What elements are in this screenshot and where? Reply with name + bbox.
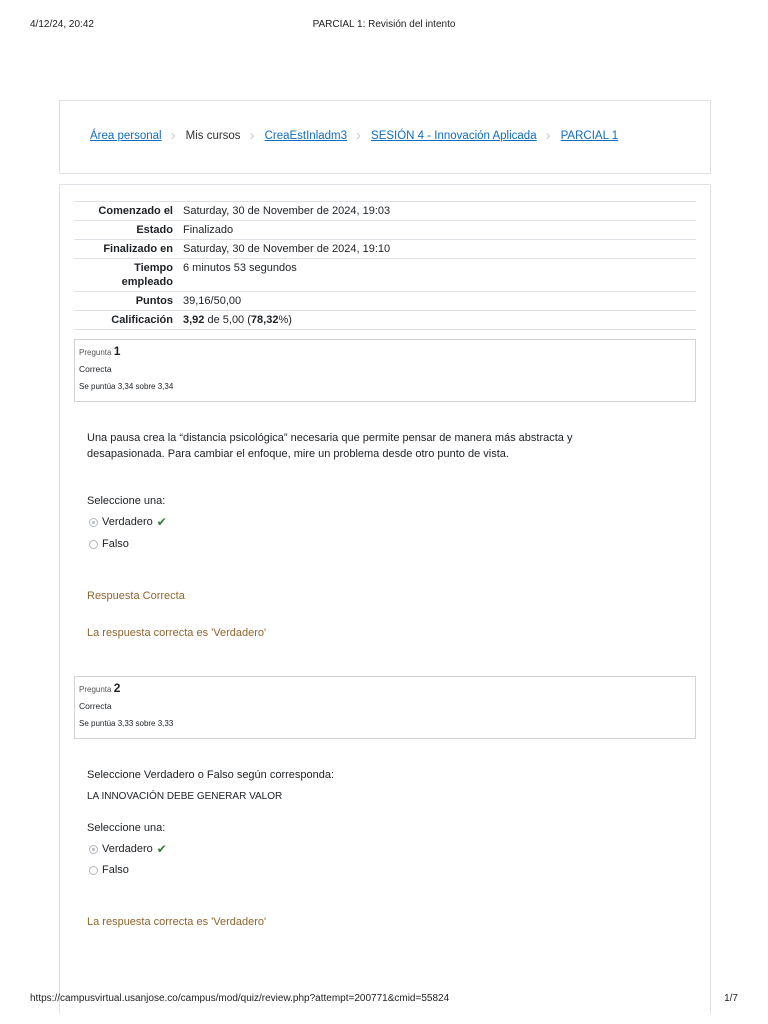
question-state: Correcta xyxy=(79,701,112,711)
breadcrumb-container xyxy=(59,100,711,174)
breadcrumb-quiz[interactable]: PARCIAL 1 xyxy=(560,130,619,142)
question-2-prompt: Seleccione una: xyxy=(87,822,166,834)
summary-label-line: Tiempo xyxy=(134,262,173,274)
question-2-option-verdadero[interactable] xyxy=(89,842,167,856)
grade-of: de 5,00 ( xyxy=(204,314,251,326)
print-page-number: 1/7 xyxy=(724,993,738,1004)
question-2-info xyxy=(74,676,696,739)
breadcrumb-mis-cursos: Mis cursos xyxy=(185,130,241,142)
question-2-option-falso[interactable] xyxy=(89,864,129,876)
summary-row-finished xyxy=(74,240,696,259)
summary-label: Comenzado el xyxy=(98,205,173,217)
question-1-right-answer: La respuesta correcta es 'Verdadero' xyxy=(87,627,267,639)
radio-checked-icon[interactable] xyxy=(89,845,98,854)
option-label: Falso xyxy=(102,864,129,876)
summary-value: Saturday, 30 de November de 2024, 19:03 xyxy=(183,205,391,217)
breadcrumb-area-personal[interactable]: Área personal xyxy=(90,130,162,142)
correct-check-icon: ✔ xyxy=(156,842,167,856)
summary-label-line: empleado xyxy=(121,276,173,288)
summary-label: Calificación xyxy=(111,314,173,326)
question-1-feedback: Respuesta Correcta xyxy=(87,590,185,602)
radio-checked-icon[interactable] xyxy=(89,518,98,527)
breadcrumb-session[interactable]: SESIÓN 4 - Innovación Aplicada xyxy=(371,130,537,142)
question-2-right-answer: La respuesta correcta es 'Verdadero' xyxy=(87,916,267,928)
summary-value: Finalizado xyxy=(183,224,234,236)
summary-value: 6 minutos 53 segundos xyxy=(183,262,297,274)
question-1-info xyxy=(74,339,696,402)
print-header xyxy=(0,19,768,33)
question-1-text: Una pausa crea la “distancia psicológica” necesaria que permite pensar de manera más abstracta y desapasionada. Para cambiar el enfoque, mire un problema desde otro punto de vista. xyxy=(87,432,573,460)
option-label: Verdadero xyxy=(102,516,153,528)
summary-label: Estado xyxy=(136,224,173,236)
print-footer xyxy=(0,993,768,1007)
summary-row-started xyxy=(74,202,696,221)
breadcrumb-separator-icon: › xyxy=(356,127,362,144)
summary-value xyxy=(178,311,696,329)
summary-label xyxy=(74,259,178,291)
print-page-title: PARCIAL 1: Revisión del intento xyxy=(312,19,456,30)
breadcrumb-separator-icon: › xyxy=(249,127,255,144)
question-1-option-verdadero[interactable] xyxy=(89,515,167,529)
question-number: Pregunta 1 xyxy=(79,344,121,358)
correct-check-icon: ✔ xyxy=(156,515,167,529)
question-1-option-falso[interactable] xyxy=(89,538,129,550)
summary-value: Saturday, 30 de November de 2024, 19:10 xyxy=(183,243,391,255)
question-number: Pregunta 2 xyxy=(79,681,121,695)
summary-row-state xyxy=(74,221,696,240)
option-label: Falso xyxy=(102,538,129,550)
print-datetime: 4/12/24, 20:42 xyxy=(30,19,94,30)
print-url: https://campusvirtual.usanjose.co/campus/mod/quiz/review.php?attempt=200771&cmid=55824 xyxy=(30,993,450,1004)
breadcrumb-separator-icon: › xyxy=(170,127,176,144)
question-1-prompt: Seleccione una: xyxy=(87,495,166,507)
grade-percent: 78,32 xyxy=(250,314,279,326)
breadcrumb-course[interactable]: CreaEstInladm3 xyxy=(264,130,348,142)
summary-row-grade xyxy=(74,311,696,330)
question-grade: Se puntúa 3,33 sobre 3,33 xyxy=(79,719,174,728)
attempt-summary-table xyxy=(74,201,696,330)
radio-unchecked-icon[interactable] xyxy=(89,540,98,549)
breadcrumb xyxy=(90,127,619,144)
summary-label: Finalizado en xyxy=(103,243,173,255)
question-state: Correcta xyxy=(79,364,112,374)
grade-end: %) xyxy=(278,314,292,326)
question-2-statement: LA INNOVACIÓN DEBE GENERAR VALOR xyxy=(87,791,283,802)
summary-label: Puntos xyxy=(135,295,173,307)
summary-row-points xyxy=(74,292,696,311)
grade-score: 3,92 xyxy=(183,314,205,326)
radio-unchecked-icon[interactable] xyxy=(89,866,98,875)
question-grade: Se puntúa 3,34 sobre 3,34 xyxy=(79,382,174,391)
summary-value: 39,16/50,00 xyxy=(183,295,242,307)
summary-row-time xyxy=(74,259,696,292)
question-2-text: Seleccione Verdadero o Falso según corresponda: xyxy=(87,769,335,781)
breadcrumb-separator-icon: › xyxy=(545,127,551,144)
option-label: Verdadero xyxy=(102,843,153,855)
